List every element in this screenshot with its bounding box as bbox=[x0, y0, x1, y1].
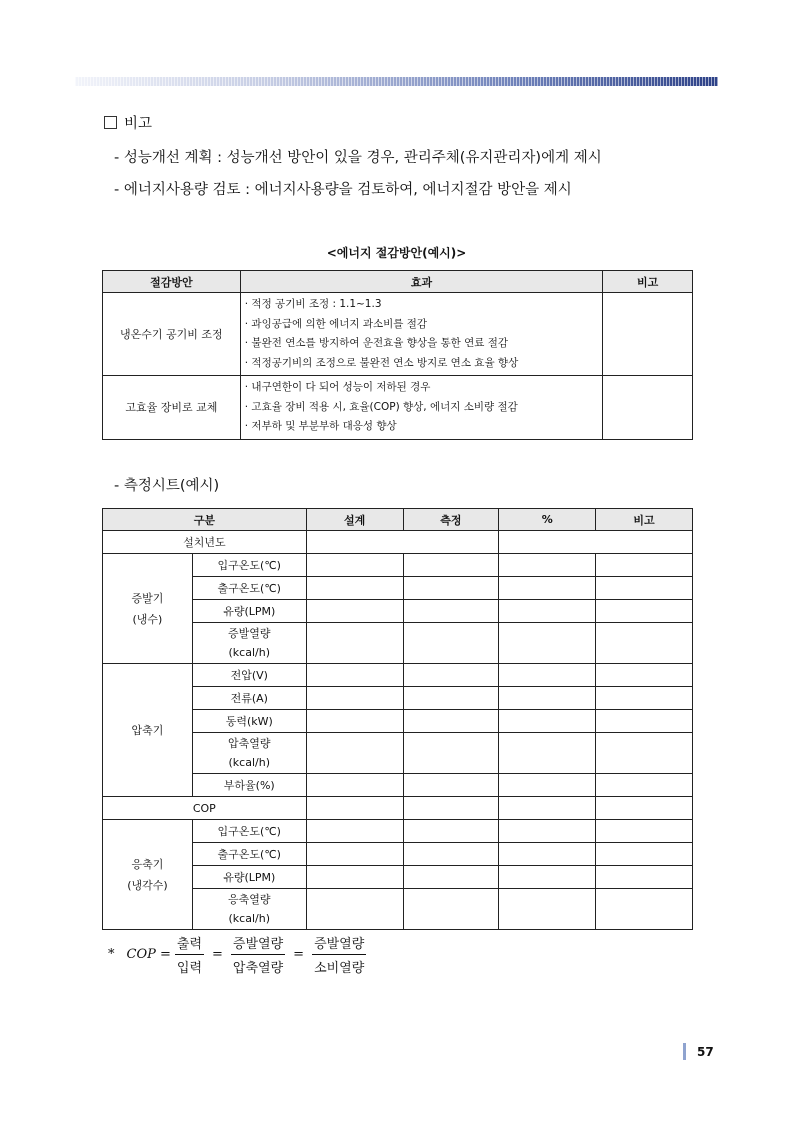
sheet-header-note: 비고 bbox=[596, 509, 693, 531]
sheet-title: - 측정시트(예시) bbox=[114, 478, 220, 494]
sheet-header-row bbox=[103, 509, 693, 531]
fraction-numerator: 증발열량 bbox=[231, 933, 285, 955]
empty-cell bbox=[306, 774, 403, 797]
method-cell: 고효율 장비로 교체 bbox=[103, 376, 241, 440]
row-label: 유량(LPM) bbox=[192, 600, 306, 623]
install-year-extra bbox=[499, 531, 693, 554]
table1-header-note: 비고 bbox=[603, 271, 693, 293]
empty-cell bbox=[596, 600, 693, 623]
empty-cell bbox=[596, 843, 693, 866]
row-label: 유량(LPM) bbox=[192, 866, 306, 889]
empty-cell bbox=[403, 733, 499, 774]
install-year-label: 설치년도 bbox=[103, 531, 307, 554]
empty-cell bbox=[499, 733, 596, 774]
row-label: 입구온도(℃) bbox=[192, 554, 306, 577]
effect-item: · 적정 공기비 조정 : 1.1~1.3 bbox=[244, 298, 382, 310]
table-row bbox=[103, 820, 693, 843]
effect-item: · 저부하 및 부분부하 대응성 향상 bbox=[244, 420, 397, 432]
heat-label: 증발열량 bbox=[228, 627, 271, 640]
empty-cell bbox=[499, 623, 596, 664]
empty-cell bbox=[596, 623, 693, 664]
empty-cell bbox=[306, 820, 403, 843]
empty-cell bbox=[403, 889, 499, 930]
heat-unit: (kcal/h) bbox=[228, 646, 270, 659]
sheet-header-design: 설계 bbox=[306, 509, 403, 531]
empty-cell bbox=[596, 866, 693, 889]
cop-label: COP bbox=[103, 797, 307, 820]
empty-cell bbox=[499, 866, 596, 889]
empty-cell bbox=[306, 687, 403, 710]
effect-item: · 고효율 장비 적용 시, 효율(COP) 향상, 에너지 소비량 절감 bbox=[244, 400, 518, 413]
effects-cell bbox=[240, 376, 602, 440]
formula-lhs: COP = bbox=[126, 947, 171, 962]
note-cell bbox=[603, 293, 693, 376]
empty-cell bbox=[499, 554, 596, 577]
empty-cell bbox=[596, 733, 693, 774]
table1-header-effect: 효과 bbox=[240, 271, 602, 293]
condenser-sub: (냉각수) bbox=[127, 878, 168, 892]
row-label bbox=[192, 889, 306, 930]
empty-cell bbox=[499, 843, 596, 866]
empty-cell bbox=[499, 710, 596, 733]
row-label: 전류(A) bbox=[192, 687, 306, 710]
empty-cell bbox=[596, 710, 693, 733]
empty-cell bbox=[499, 664, 596, 687]
sheet-header-measured: 측정 bbox=[403, 509, 499, 531]
empty-cell bbox=[499, 797, 596, 820]
formula-star: * bbox=[108, 947, 115, 962]
empty-cell bbox=[306, 623, 403, 664]
empty-cell bbox=[596, 554, 693, 577]
empty-cell bbox=[403, 623, 499, 664]
fraction-numerator: 증발열량 bbox=[312, 933, 366, 955]
measurement-sheet-table bbox=[102, 508, 693, 930]
table1-header-method: 절감방안 bbox=[103, 271, 241, 293]
bullet-line-2: - 에너지사용량 검토 : 에너지사용량을 검토하여, 에너지절감 방안을 제시 bbox=[114, 182, 572, 198]
row-label bbox=[192, 623, 306, 664]
heat-unit: (kcal/h) bbox=[228, 756, 270, 769]
empty-cell bbox=[306, 600, 403, 623]
row-label: 동력(kW) bbox=[192, 710, 306, 733]
row-label: 출구온도(℃) bbox=[192, 843, 306, 866]
empty-cell bbox=[596, 774, 693, 797]
empty-cell bbox=[403, 797, 499, 820]
row-label: 부하율(%) bbox=[192, 774, 306, 797]
empty-cell bbox=[306, 554, 403, 577]
empty-cell bbox=[403, 774, 499, 797]
compressor-group: 압축기 bbox=[103, 664, 193, 797]
effects-cell bbox=[240, 293, 602, 376]
empty-cell bbox=[499, 687, 596, 710]
fraction-evap-comp bbox=[231, 933, 285, 976]
equals-sign: = bbox=[293, 947, 305, 962]
table-row bbox=[103, 554, 693, 577]
heat-unit: (kcal/h) bbox=[228, 912, 270, 925]
sheet-header-percent: % bbox=[499, 509, 596, 531]
table-row bbox=[103, 376, 693, 440]
empty-cell bbox=[403, 577, 499, 600]
table-row bbox=[103, 797, 693, 820]
evaporator-group bbox=[103, 554, 193, 664]
empty-cell bbox=[596, 889, 693, 930]
page-number: 57 bbox=[697, 1044, 714, 1059]
condenser-group bbox=[103, 820, 193, 930]
table-row bbox=[103, 531, 693, 554]
empty-cell bbox=[499, 600, 596, 623]
fraction-denominator: 소비열량 bbox=[314, 961, 365, 976]
heat-label: 압축열량 bbox=[228, 737, 271, 750]
empty-cell bbox=[306, 733, 403, 774]
table1-caption: <에너지 절감방안(예시)> bbox=[326, 246, 467, 260]
equals-sign: = bbox=[212, 947, 223, 962]
empty-cell bbox=[306, 664, 403, 687]
effect-item: · 적정공기비의 조정으로 불완전 연소 방지로 연소 효율 향상 bbox=[244, 356, 519, 369]
row-label: 전압(V) bbox=[192, 664, 306, 687]
page-marker-bar bbox=[683, 1043, 686, 1060]
note-cell bbox=[603, 376, 693, 440]
empty-cell bbox=[306, 577, 403, 600]
table-row bbox=[103, 293, 693, 376]
empty-cell bbox=[596, 664, 693, 687]
empty-cell bbox=[403, 843, 499, 866]
fraction-output-input bbox=[175, 933, 204, 976]
empty-cell bbox=[306, 866, 403, 889]
empty-cell bbox=[306, 889, 403, 930]
fraction-numerator: 출력 bbox=[175, 933, 204, 955]
row-label: 입구온도(℃) bbox=[192, 820, 306, 843]
bullet-line-1: - 성능개선 계획 : 성능개선 방안이 있을 경우, 관리주체(유지관리자)에게 제시 bbox=[114, 150, 602, 166]
empty-cell bbox=[403, 687, 499, 710]
condenser-label: 응축기 bbox=[131, 857, 164, 871]
empty-cell bbox=[403, 820, 499, 843]
empty-cell bbox=[306, 843, 403, 866]
table-row bbox=[103, 664, 693, 687]
empty-cell bbox=[403, 554, 499, 577]
section-heading bbox=[104, 112, 152, 133]
fraction-denominator: 압축열량 bbox=[232, 961, 284, 976]
empty-cell bbox=[403, 710, 499, 733]
header-gradient-bar bbox=[75, 77, 718, 86]
empty-cell bbox=[499, 577, 596, 600]
effect-item: · 과잉공급에 의한 에너지 과소비를 절감 bbox=[244, 317, 428, 330]
effect-item: · 내구연한이 다 되어 성능이 저하된 경우 bbox=[244, 381, 431, 393]
empty-cell bbox=[306, 797, 403, 820]
heat-label: 응축열량 bbox=[228, 893, 271, 906]
empty-cell bbox=[596, 577, 693, 600]
empty-cell bbox=[403, 866, 499, 889]
empty-cell bbox=[499, 820, 596, 843]
empty-cell bbox=[596, 820, 693, 843]
empty-cell bbox=[306, 710, 403, 733]
method-cell: 냉온수기 공기비 조정 bbox=[103, 293, 241, 376]
evaporator-sub: (냉수) bbox=[132, 612, 163, 626]
effect-item: · 불완전 연소를 방지하여 운전효율 향상을 통한 연료 절감 bbox=[244, 337, 509, 349]
energy-saving-table bbox=[102, 270, 693, 440]
install-year-value bbox=[306, 531, 499, 554]
fraction-evap-consume bbox=[312, 933, 366, 976]
row-label bbox=[192, 733, 306, 774]
evaporator-label: 증발기 bbox=[131, 591, 164, 605]
table1-header-row bbox=[103, 271, 693, 293]
empty-cell bbox=[499, 774, 596, 797]
empty-cell bbox=[403, 664, 499, 687]
empty-cell bbox=[403, 600, 499, 623]
sheet-header-category: 구분 bbox=[103, 509, 307, 531]
empty-cell bbox=[596, 687, 693, 710]
empty-cell bbox=[499, 889, 596, 930]
fraction-denominator: 입력 bbox=[176, 961, 203, 976]
row-label: 출구온도(℃) bbox=[192, 577, 306, 600]
section-title: 비고 bbox=[124, 116, 153, 132]
checkbox-square-icon bbox=[104, 116, 117, 129]
page-number-block bbox=[683, 1043, 714, 1060]
cop-formula bbox=[108, 933, 370, 976]
empty-cell bbox=[596, 797, 693, 820]
